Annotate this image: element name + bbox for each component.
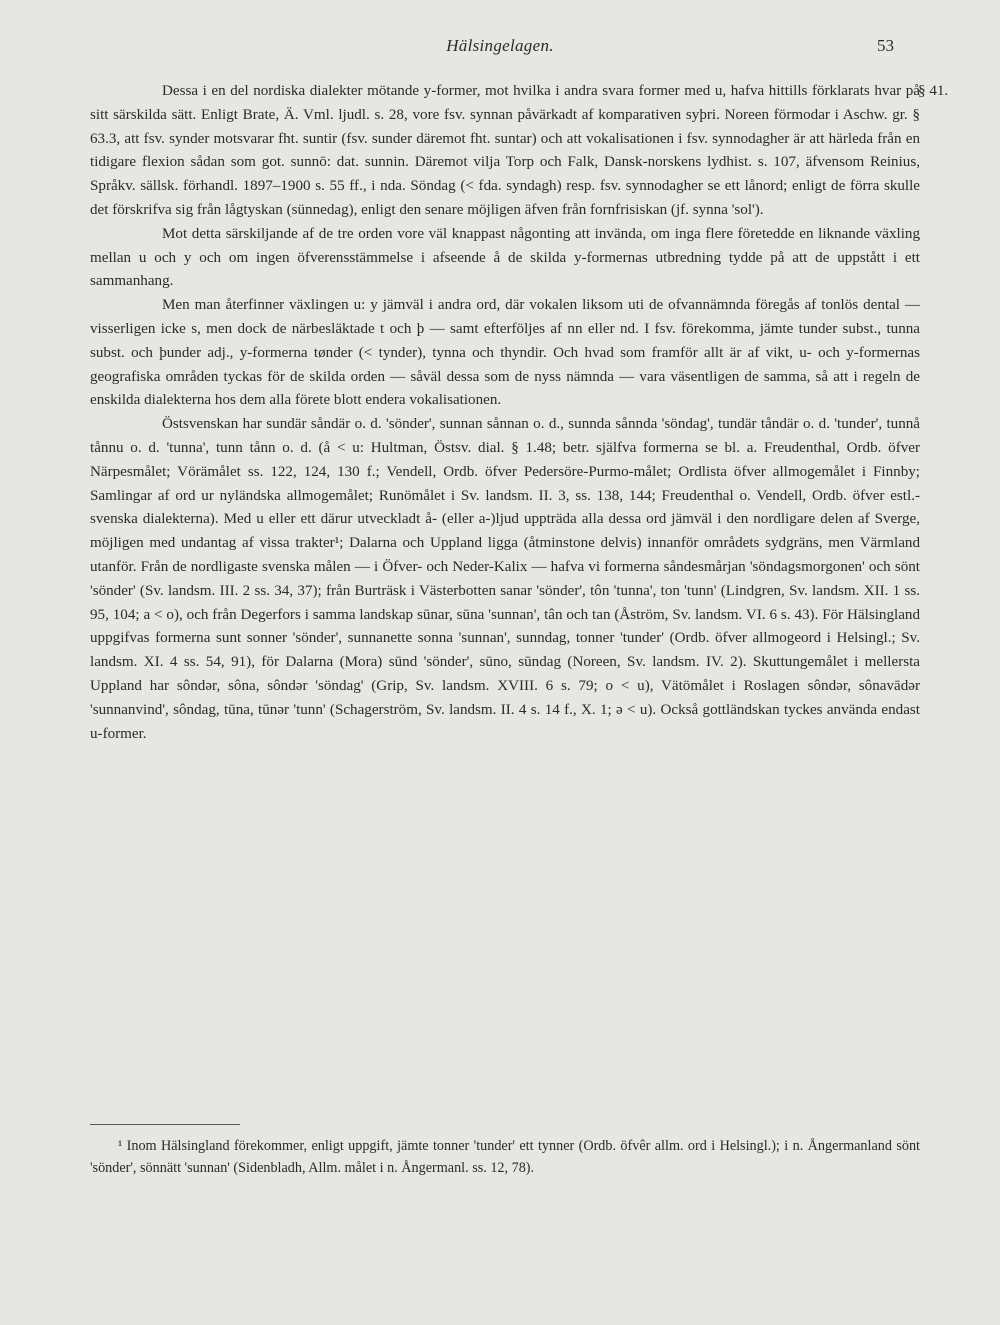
margin-section-note: § 41. [918, 83, 949, 99]
footnote [90, 1136, 920, 1179]
paragraph-4: Östsvenskan har sundär såndär o. d. 'sönder', sunnan sånnan o. d., sunnda sånnda 'söndag', tundär tåndär o. d. 'tunder', tunnå tånnu o. d. 'tunna', tunn tånn o. d. (å < u: Hultman, Östsv. dial. § 1.48; betr. själfva formerna se bl. a. Freudenthal, Ordb. öfver Närpesmålet; Vörämålet ss. 122, 124, 130 f.; Vendell, Ordb. öfver Pedersöre-Purmo-målet; Ordlista öfver allmogemålet i Finnby; Samlingar af ord ur nyländska allmogemålet; Runömålet i Sv. landsm. II. 3, ss. 138, 144; Freudenthal o. Vendell, Ordb. öfver estl.-svenska dialekterna). Med u eller ett därur utveckladt å- (eller a-)ljud uppträda alla dessa ord jämväl i den nordligare delen af Sverge, möjligen med undantag af vissa trakter¹; Dalarna och Uppland ligga (åtminstone delvis) innanför områdets sydgräns, men Värmland utanför. Från de nordligaste svenska målen — i Öfver- och Neder-Kalix — hafva vi formerna såndesmårjan 'söndagsmorgonen' och sönt 'sönder' (Sv. landsm. III. 2 ss. 34, 37); från Burträsk i Västerbotten sanar 'sönder', tôn 'tunna', ton 'tunn' (Lindgren, Sv. landsm. XII. 1 ss. 95, 104; a < o), och från Degerfors i samma landskap sūnar, sūna 'sunnan', tân och tan (Åström, Sv. landsm. VI. 6 s. 43). För Hälsingland uppgifvas formerna sunt sonner 'sönder', sunnanette sonna 'sunnan', sunndag, tonner 'tunder' (Ordb. öfver allmogeord i Helsingl.; Sv. landsm. XI. 4 ss. 54, 91), för Dalarna (Mora) sūnd 'sönder', sūno, sūndag (Noreen, Sv. landsm. IV. 2). Skuttungemålet i mellersta Uppland har sôndər, sôna, sôndər 'söndag' (Grip, Sv. landsm. XVIII. 6 s. 79; o < u), Vätömålet i Roslagen sôndər, sônavādər 'sunnanvind', sôndag, tūna, tūnər 'tunn' (Schagerström, Sv. landsm. II. 4 s. 14 f., X. 1; ə < u). Också gottländskan tyckes använda endast u-former. [90, 416, 920, 742]
paragraph-3: Men man återfinner växlingen u: y jämväl i andra ord, där vokalen liksom uti de ofvannämnda föregås af tonlös dental — visserligen icke s, men dock de närbesläktade t och þ — samt efterföljes af nn eller nd. I fsv. förekomma, jämte tunder subst., tunna subst. och þunder adj., y-formerna tønder (< tynder), tynna och thyndir. Och hvad som framför allt är af vikt, u- och y-formernas geografiska områden tyckas för de skilda orden — såväl dessa som de nyss nämnda — vara väsentligen de samma, så att i regeln de enskilda dialekterna hos dem alla förete blott endera vokalisationen. [90, 297, 920, 409]
page-header [0, 34, 1000, 60]
footnote-divider [90, 1124, 240, 1125]
footnote-1: ¹ Inom Hälsingland förekommer, enligt uppgift, jämte tonner 'tunder' ett tynner (Ordb. öfvêr allm. ord i Helsingl.); i n. Ångermanland sönt 'sönder', sönnätt 'sunnan' (Sidenbladh, Allm. målet i n. Ångermanl. ss. 12, 78). [90, 1138, 920, 1176]
running-title: Hälsingelagen. [446, 36, 554, 55]
paragraph-1: Dessa i en del nordiska dialekter mötande y-former, mot hvilka i andra svara former med u, hafva hittills förklarats hvar på sitt särskilda sätt. Enligt Brate, Ä. Vml. ljudl. s. 28, vore fsv. synnan påvärkadt af komparativen syþri. Noreen förmodar i Aschw. gr. § 63.3, att fsv. synder motsvarar fht. suntir (fsv. sunder däremot fht. suntar) och att vokalisationen i fsv. synnodagher är att härleda från en tidigare flexion sådan som got. sunnō: dat. sunnin. Däremot vilja Torp och Falk, Dansk-norskens lydhist. s. 107, äfvensom Reinius, Språkv. sällsk. förhandl. 1897–1900 s. 55 ff., i nda. Söndag (< fda. syndagh) resp. fsv. synnodagher se ett lånord; enligt de förra skulle det förskrifva sig från lågtyskan (sünnedag), enligt den senare möjligen äfven från fornfrisiskan (jf. synna 'sol'). [90, 83, 920, 218]
paragraph-2: Mot detta särskiljande af de tre orden vore väl knappast någonting att invända, om inga flere företedde en liknande växling mellan u och y och om ingen öfverensstämmelse i afseende å de skilda y-formernas utbredning tydde på att de uppstått i ett sammanhang. [90, 225, 920, 290]
main-text [90, 80, 920, 746]
page-number: 53 [877, 36, 894, 55]
